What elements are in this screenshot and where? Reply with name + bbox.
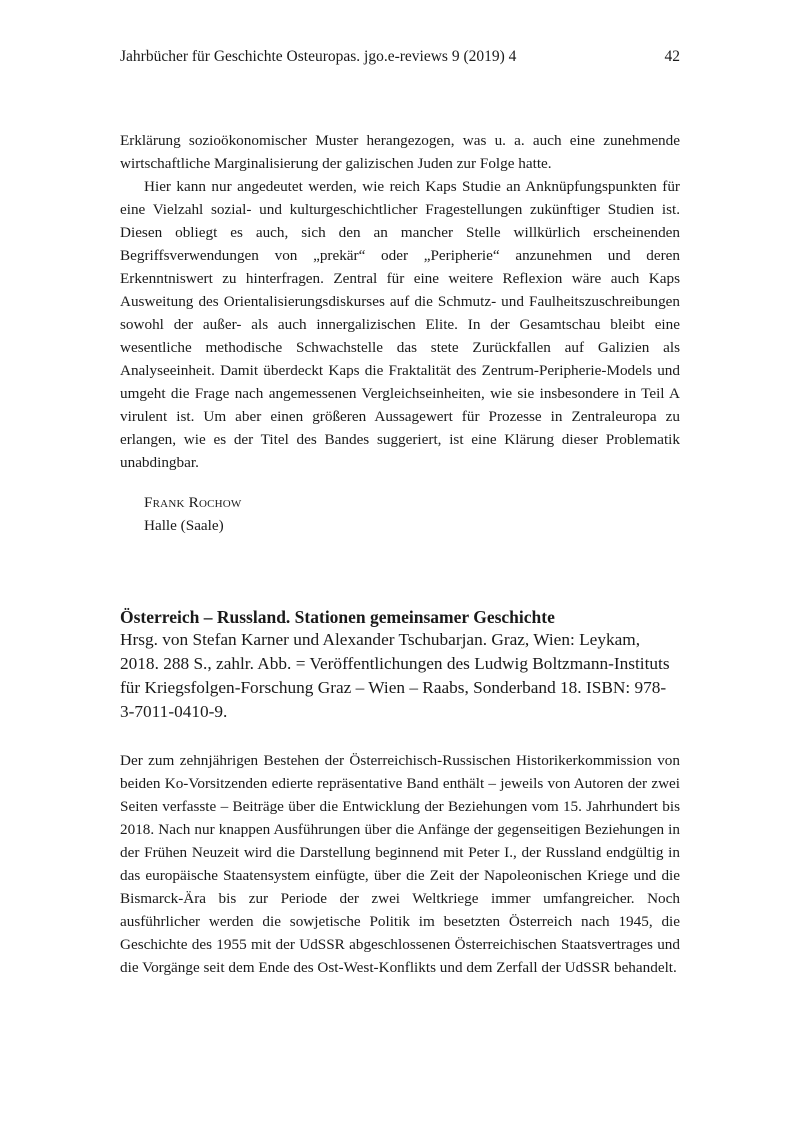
- page-number: 42: [664, 48, 680, 65]
- running-header: [120, 47, 680, 67]
- bibliographic-entry: Hrsg. von Stefan Karner und Alexander Tschubarjan. Graz, Wien: Leykam, 2018. 288 S., zahlr. Abb. = Veröffentlichungen des Ludwig Boltzmann-Instituts für Kriegsfolgen-Forschung Graz – Wien – Raabs, Sonderband 18. ISBN: 978-3-7011-0410-9.: [120, 630, 670, 721]
- paragraph: Hier kann nur angedeutet werden, wie reich Kaps Studie an Anknüpfungspunkten für eine Vielzahl sozial- und kulturgeschichtlicher Fragestellungen zukünftiger Studien ist. Diesen obliegt es auch, sich den an mancher Stelle willkürlich erscheinenden Begriffsverwendungen von „prekär“ oder „Peripherie“ anzunehmen und deren Erkenntniswert zu hinterfragen. Zentral für eine weitere Reflexion wäre auch Kaps Ausweitung des Orientalisierungsdiskurses auf die Schmutz- und Faulheitszuschreibungen sowohl der außer- als auch innergalizischen Elite. In der Gesamtschau bleibt eine wesentliche methodische Schwachstelle das stete Zurückfallen auf Galizien als Analyseeinheit. Damit überdeckt Kaps die Fraktalität des Zentrum-Peripherie-Models und umgeht die Frage nach angemessenen Vergleichseinheiten, wie sie insbesondere in Teil A virulent ist. Um aber einen größeren Aussagewert für Prozesse in Zentraleuropa zu erlangen, wie es der Titel des Bandes suggeriert, ist eine Klärung dieser Problematik unabdingbar.: [120, 178, 680, 471]
- review-title: Österreich – Russland. Stationen gemeinsamer Geschichte: [120, 607, 555, 627]
- second-review-body: [120, 749, 680, 979]
- paragraph: Der zum zehnjährigen Bestehen der Österreichisch-Russischen Historikerkommission von beiden Ko-Vorsitzenden edierte repräsentative Band enthält – jeweils von Autoren der zwei Seiten verfasste – Beiträge über die Entwicklung der Beziehungen vom 15. Jahrhundert bis 2018. Nach nur knappen Ausführungen über die Anfänge der gegenseitigen Beziehungen in der Frühen Neuzeit wird die Darstellung beginnend mit Peter I., der Russland endgültig in das europäische Staatensystem einfügte, über die Zeit der Napoleonischen Kriege und die Bismarck-Ära bis zur Periode der zwei Weltkriege immer umfangreicher. Noch ausführlicher werden die sowjetische Politik im besetzten Österreich nach 1945, die Geschichte des 1955 mit der UdSSR abgeschlossenen Österreichischen Staatsvertrages und die Vorgänge seit dem Ende des Ost-West-Konflikts und dem Zerfall der UdSSR behandelt.: [120, 752, 680, 976]
- reviewer-name: Frank Rochow: [144, 494, 242, 511]
- paragraph: Erklärung sozioökonomischer Muster herangezogen, was u. a. auch eine zunehmende wirtschaftliche Marginalisierung der galizischen Juden zur Folge hatte.: [120, 132, 680, 172]
- reviewer-signature: [144, 491, 242, 537]
- journal-title: Jahrbücher für Geschichte Osteuropas. jgo.e-reviews 9 (2019) 4: [120, 48, 517, 65]
- reviewer-location: Halle (Saale): [144, 517, 224, 534]
- first-review-body: [120, 129, 680, 474]
